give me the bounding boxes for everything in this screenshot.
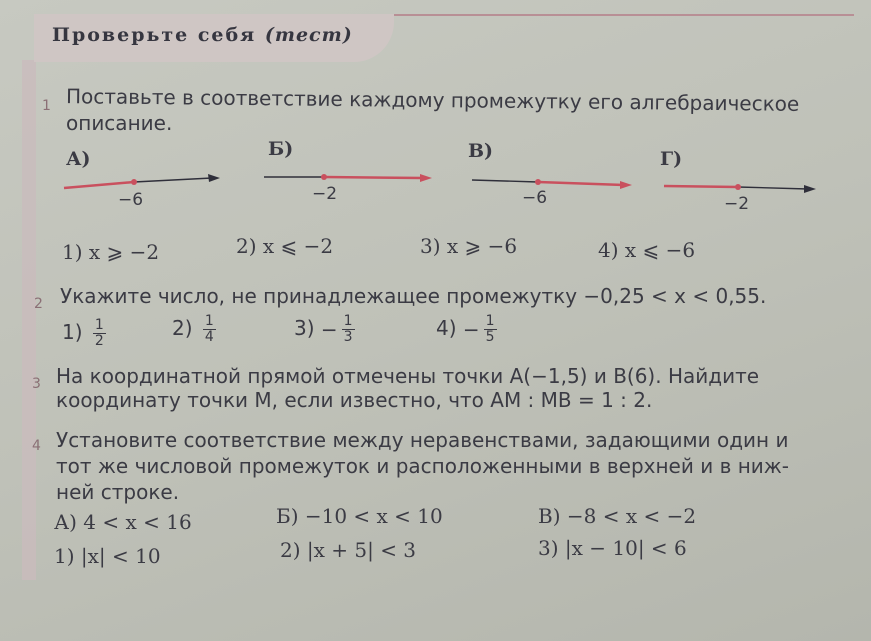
q2-option-4-fraction [484,314,497,345]
q4-top-v: В) −8 < x < −2 [538,504,697,528]
denominator: 2 [94,333,104,349]
number-line-b [264,174,432,182]
q1-number: 1 [42,98,51,114]
denominator: 3 [343,329,353,345]
q4-bottom-2: 2) |x + 5| < 3 [280,538,417,562]
title-main: Проверьте себя [52,24,257,46]
q2-option-3-fraction [342,314,355,345]
q1-fig-b-label: Б) [268,138,294,160]
numerator: 1 [485,313,495,329]
q2-option-4 [436,314,497,345]
numerator: 1 [343,313,353,329]
q4-text-line3: ней строке. [56,480,180,504]
q4-bottom-1: 1) |x| < 10 [54,544,161,568]
q3-text-line1: На координатной прямой отмечены точки A(−1,5) и B(6). Найдите [56,364,760,388]
number-line-v [472,179,632,189]
title-sub: (тест) [264,24,353,46]
q2-option-4-label: 4) [436,316,457,340]
numerator: 1 [94,317,104,333]
number-line-a [64,174,220,188]
q1-fig-g-point: −2 [724,194,750,214]
q3-number: 3 [32,376,41,392]
q3-text-line2: координату точки M, если известно, что AM : MB = 1 : 2. [56,388,653,412]
number-line-g [664,184,816,193]
q4-number: 4 [32,438,41,454]
q1-fig-b-point: −2 [312,184,338,204]
q2-option-3-label: 3) [294,316,315,340]
q1-fig-v-label: В) [468,140,494,162]
q1-option-4: 4) x ⩽ −6 [598,238,696,262]
q4-top-b: Б) −10 < x < 10 [276,504,443,528]
q1-option-2: 2) x ⩽ −2 [236,234,334,258]
q2-option-2-label: 2) [172,316,193,340]
q1-fig-v-point: −6 [522,188,548,208]
q4-bottom-3: 3) |x − 10| < 6 [538,536,687,560]
q1-text-line1: Поставьте в соответствие каждому промежутку его алгебраическое [65,84,800,116]
q1-text-line2: описание. [66,111,173,135]
q2-option-1-fraction [93,318,106,349]
q2-option-1 [62,318,106,349]
q4-top-a: А) 4 < x < 16 [54,510,192,534]
q1-fig-g-label: Г) [660,148,683,170]
q2-option-2 [172,314,216,345]
q4-text-line2: тот же числовой промежуток и расположенными в верхней и в ниж- [56,454,790,478]
q2-option-4-sign: − [462,317,480,342]
denominator: 4 [204,329,214,345]
q1-option-3: 3) x ⩾ −6 [420,234,518,258]
q4-text-line1: Установите соответствие между неравенствами, задающими один и [56,428,789,452]
q2-option-1-label: 1) [62,320,83,344]
q1-fig-a-label: А) [66,148,91,170]
q2-option-3 [294,314,355,345]
q2-number: 2 [34,296,43,312]
q1-option-1: 1) x ⩾ −2 [62,240,160,264]
numerator: 1 [204,313,214,329]
denominator: 5 [485,329,495,345]
q2-option-3-sign: − [320,317,338,342]
q2-text: Укажите число, не принадлежащее промежутку −0,25 < x < 0,55. [60,284,767,308]
q2-option-2-fraction [203,314,216,345]
q1-fig-a-point: −6 [118,190,144,210]
